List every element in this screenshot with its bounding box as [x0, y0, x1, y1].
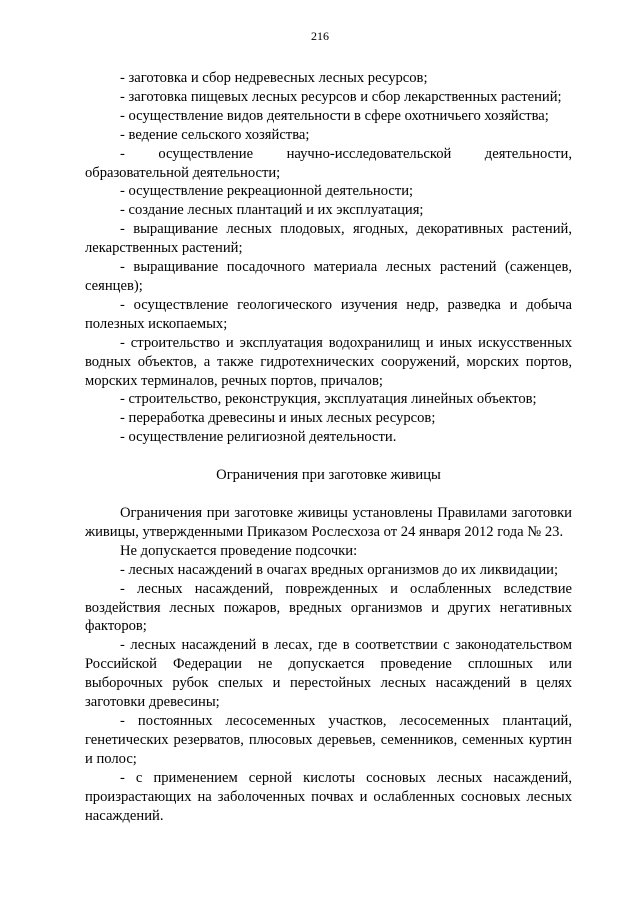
list-item: - ведение сельского хозяйства;: [120, 126, 310, 143]
list-item: - выращивание лесных плодовых, ягодных, декоративных растений, лекарственных растений;: [85, 221, 572, 257]
prohibition-item: - с применением серной кислоты сосновых лесных насаждений, произрастающих на заболоченных почвах и ослабленных сосновых лесных насаждений.: [85, 769, 572, 824]
list-item: - выращивание посадочного материала лесных растений (саженцев, сеянцев);: [85, 259, 572, 294]
list-item: - строительство и эксплуатация водохранилищ и иных искусственных водных объектов, а также гидротехнических сооружений, морских портов, морских терминалов, речных портов, причалов;: [85, 334, 572, 389]
prohibition-intro: Не допускается проведение подсочки:: [120, 542, 358, 559]
list-item: - создание лесных плантаций и их эксплуатация;: [120, 202, 424, 219]
prohibition-item: - постоянных лесосеменных участков, лесосеменных плантаций, генетических резерватов, плюсовых деревьев, семенников, семенных куртин и полос;: [85, 713, 572, 767]
list-item: - строительство, реконструкция, эксплуатация линейных объектов;: [120, 391, 537, 408]
list-item: - осуществление видов деятельности в сфере охотничьего хозяйства;: [120, 107, 549, 124]
page-number: 216: [311, 29, 329, 43]
list-item: - заготовка пищевых лесных ресурсов и сбор лекарственных растений;: [120, 88, 562, 105]
page-content: [85, 69, 572, 825]
list-item: - переработка древесины и иных лесных ресурсов;: [120, 410, 436, 427]
list-item: - осуществление научно-исследовательской деятельности, образовательной деятельности;: [85, 145, 572, 181]
list-item: - осуществление геологического изучения недр, разведка и добыча полезных ископаемых;: [85, 296, 572, 332]
list-item: - осуществление рекреационной деятельности;: [120, 183, 414, 200]
prohibition-item: - лесных насаждений, поврежденных и ослабленных вследствие воздействия лесных пожаров, вредных организмов и других негативных факторов;: [85, 580, 572, 635]
spacer: [85, 447, 572, 466]
list-item: - осуществление религиозной деятельности.: [120, 429, 397, 446]
prohibition-item: - лесных насаждений в очагах вредных организмов до их ликвидации;: [120, 561, 558, 578]
intro-paragraph: Ограничения при заготовке живицы установлены Правилами заготовки живицы, утвержденными Приказом Рослесхоза от 24 января 2012 года № 23.: [85, 505, 572, 540]
list-item: - заготовка и сбор недревесных лесных ресурсов;: [120, 70, 428, 86]
spacer: [85, 485, 572, 504]
prohibition-item: - лесных насаждений в лесах, где в соответствии с законодательством Российской Федерации не допускается проведение сплошных или выборочных рубок спелых и перестойных лесных насаждений в целях заготовки древесины;: [85, 637, 572, 711]
section-heading: Ограничения при заготовке живицы: [216, 467, 441, 484]
